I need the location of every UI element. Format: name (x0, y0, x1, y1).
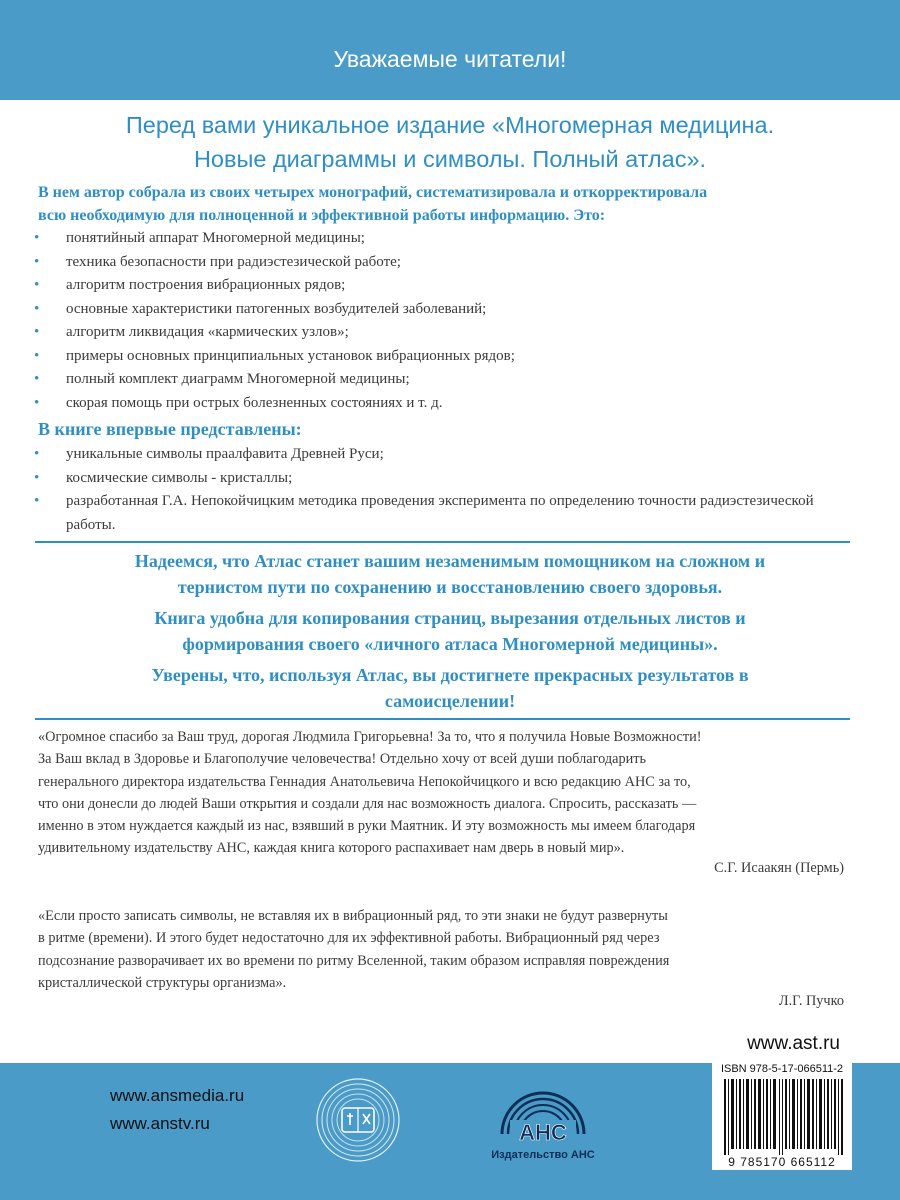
list-item: • разработанная Г.А. Непокойчицким методика проведения эксперимента по определению точности радиэстезической работы. (34, 490, 814, 537)
bullet-icon: • (34, 394, 40, 411)
logo-word: АНС (519, 1120, 567, 1145)
ansmedia-link[interactable]: www.ansmedia.ru (110, 1086, 245, 1105)
bullet-icon: • (34, 371, 40, 387)
list-item: • алгоритм ликвидация «кармических узлов»; (34, 321, 834, 345)
intro-paragraph (38, 181, 858, 227)
lead-heading (0, 108, 900, 176)
bullet-icon: • (34, 446, 40, 462)
bullet-icon: • (34, 277, 40, 293)
publisher-name: Издательство АНС (491, 1149, 595, 1161)
highlight-paragraph-2: Книга удобна для копирования страниц, вырезания отдельных листов и формирования своего «личного атласа Многомерной медицины». (154, 608, 746, 654)
list-item: • скорая помощь при острых болезненных состояниях и т. д. (34, 392, 834, 416)
publisher-site-link[interactable]: www.ast.ru (747, 1033, 840, 1054)
bullet-icon: • (34, 253, 40, 270)
intro-line-1: В нем автор собрала из своих четырех монографий, систематизировала и откорректировала (38, 184, 708, 201)
list-item: • космические символы - кристаллы; (34, 467, 814, 491)
testimonial-quote-2: «Если просто записать символы, не вставляя их в вибрационный ряд, то эти знаки не будут развернуты в ритме (времени). И этого будет недостаточно для их эффективной работы. Вибрационный ряд через подсознание разворачивает их во времени по ритму Вселенной, таким образом исправляя повреждения кристаллической структуры организма». (38, 908, 670, 991)
divider (35, 718, 850, 720)
lead-line-2: Новые диаграммы и символы. Полный атлас». (193, 146, 707, 172)
bullet-icon: • (34, 469, 40, 486)
footer-links (110, 1082, 244, 1138)
quote-1-author: С.Г. Исаакян (Пермь) (714, 860, 844, 876)
list-item: • понятийный аппарат Многомерной медицины; (34, 227, 834, 251)
bullet-icon: • (34, 300, 40, 317)
list-item: • полный комплект диаграмм Многомерной медицины; (34, 368, 834, 392)
bullet-icon: • (34, 347, 40, 364)
highlight-paragraph-1: Надеемся, что Атлас станет вашим незаменимым помощником на сложном и тернистом пути по сохранению и восстановлению своего здоровья. (134, 551, 766, 597)
list-item: • примеры основных принципиальных установок вибрационных рядов; (34, 345, 834, 369)
isbn-label: ISBN 978-5-17-066511-2 (720, 1063, 844, 1075)
bullet-icon: • (34, 493, 40, 509)
intro-line-2: всю необходимую для полноценной и эффективной работы информацию. Это: (38, 207, 606, 224)
lead-line-1: Перед вами уникальное издание «Многомерная медицина. (125, 112, 775, 138)
anstv-link[interactable]: www.anstv.ru (110, 1114, 210, 1133)
list-item: • техника безопасности при радиэстезической работе; (34, 251, 834, 275)
barcode-number: 9 785170 665112 (728, 1155, 836, 1169)
divider (35, 541, 850, 543)
bullet-icon: • (34, 324, 40, 340)
bullet-icon: • (34, 230, 40, 246)
barcode-icon (716, 1079, 848, 1155)
ans-publisher-logo (488, 1082, 598, 1162)
barcode-block (712, 1062, 852, 1170)
quote-2-author: Л.Г. Пучко (778, 993, 844, 1009)
firsts-list (34, 443, 814, 537)
list-item: • основные характеристики патогенных возбудителей заболеваний; (34, 298, 834, 322)
header-title: Уважаемые читатели! (333, 46, 567, 72)
header-band (0, 0, 900, 100)
highlight-paragraph-3: Уверены, что, используя Атлас, вы достигнете прекрасных результатов в самоисцелении! (151, 665, 749, 711)
contents-list (34, 227, 834, 415)
list-item: • алгоритм построения вибрационных рядов; (34, 274, 834, 298)
seal-emblem-icon (316, 1078, 400, 1162)
list-item: • уникальные символы праалфавита Древней Руси; (34, 443, 814, 467)
section-subheading: В книге впервые представлены: (38, 419, 302, 439)
testimonial-quote-1: «Огромное спасибо за Ваш труд, дорогая Людмила Григорьевна! За то, что я получила Новые Возможности! За Ваш вклад в Здоровье и Благополучие человечества! Отдельно хочу от всей души поблагодарить генерального директора издательства Геннадия Анатольевича Непокойчицкого и всю редакцию АНС за то, что они донесли до людей Ваши открытия и создали для нас возможность диалога. Спросить, рассказать — именно в этом нуждается каждый из нас, взявший в руки Маятник. И эту возможность мы имеем благодаря удивительному издательству АНС, каждая книга которого распахивает нам дверь в новый мир». (38, 729, 702, 857)
